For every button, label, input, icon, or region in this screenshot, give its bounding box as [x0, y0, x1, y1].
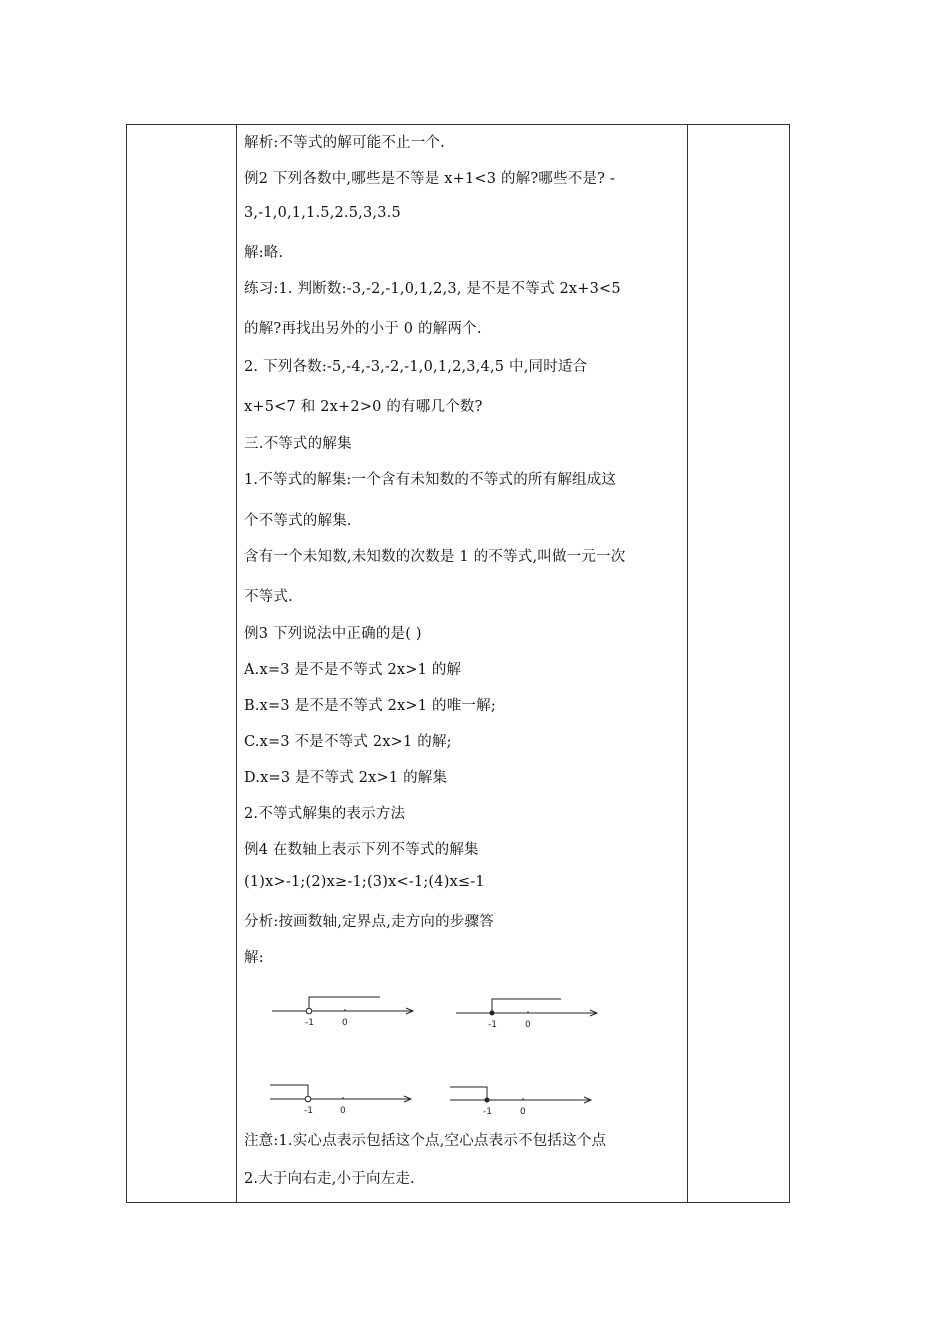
- text-line: 解:略.: [244, 245, 284, 261]
- text-line: 练习:1. 判断数:-3,-2,-1,0,1,2,3, 是不是不等式 2x+3<5: [244, 281, 621, 297]
- tick-label: 0: [340, 1106, 346, 1116]
- text-line: 含有一个未知数,未知数的次数是 1 的不等式,叫做一元一次: [244, 549, 626, 565]
- note-line: 注意:1.实心点表示包括这个点,空心点表示不包括这个点: [244, 1133, 607, 1149]
- text-line: 例4 在数轴上表示下列不等式的解集: [244, 842, 479, 858]
- open-endpoint: [306, 1008, 312, 1014]
- number-line-diagram-1: [272, 993, 422, 1033]
- tick-label: -1: [488, 1020, 497, 1030]
- tick-label: -1: [305, 1018, 314, 1028]
- option-d: D.x=3 是不等式 2x>1 的解集: [244, 770, 448, 786]
- number-line-3-svg: [270, 1081, 420, 1121]
- section-heading: 三.不等式的解集: [244, 436, 352, 452]
- open-endpoint: [305, 1096, 311, 1102]
- text-line: 的解?再找出另外的小于 0 的解两个.: [244, 321, 482, 337]
- closed-endpoint: [490, 1011, 495, 1016]
- subsection-heading: 2.不等式解集的表示方法: [244, 806, 406, 822]
- text-line: 个不等式的解集.: [244, 513, 352, 529]
- content-column: [236, 125, 687, 1202]
- text-line: 例2 下列各数中,哪些是不等是 x+1<3 的解?哪些不是? -: [244, 171, 616, 187]
- text-line: 分析:按画数轴,定界点,走方向的步骤答: [244, 914, 494, 930]
- text-line: 2. 下列各数:-5,-4,-3,-2,-1,0,1,2,3,4,5 中,同时适合: [244, 359, 588, 375]
- text-line: 3,-1,0,1,1.5,2.5,3,3.5: [244, 205, 401, 221]
- closed-endpoint: [485, 1098, 490, 1103]
- text-line: 不等式.: [244, 589, 293, 605]
- text-line: (1)x>-1;(2)x≥-1;(3)x<-1;(4)x≤-1: [244, 874, 485, 890]
- tick-label: 0: [342, 1018, 348, 1028]
- number-line-4-svg: [450, 1083, 600, 1123]
- text-line: 例3 下列说法中正确的是( ): [244, 626, 422, 642]
- option-c: C.x=3 不是不等式 2x>1 的解;: [244, 734, 452, 750]
- tick-label: -1: [304, 1106, 313, 1116]
- note-line: 2.大于向右走,小于向左走.: [244, 1171, 415, 1187]
- option-a: A.x=3 是不是不等式 2x>1 的解: [244, 662, 462, 678]
- tick-label: 0: [525, 1020, 531, 1030]
- number-line-diagram-2: [456, 993, 606, 1033]
- text-line: 1.不等式的解集:一个含有未知数的不等式的所有解组成这: [244, 472, 617, 488]
- text-line: 解:: [244, 950, 264, 966]
- number-line-diagram-3: [270, 1081, 420, 1121]
- text-line: 解析:不等式的解可能不止一个.: [244, 135, 445, 151]
- column-divider-right: [687, 125, 688, 1202]
- number-line-diagram-4: [450, 1083, 600, 1123]
- number-line-1-svg: [272, 993, 422, 1033]
- tick-label: 0: [520, 1107, 526, 1117]
- text-line: x+5<7 和 2x+2>0 的有哪几个数?: [244, 399, 483, 415]
- lesson-table: [126, 124, 790, 1203]
- number-line-2-svg: [456, 993, 606, 1033]
- option-b: B.x=3 是不是不等式 2x>1 的唯一解;: [244, 698, 496, 714]
- tick-label: -1: [483, 1107, 492, 1117]
